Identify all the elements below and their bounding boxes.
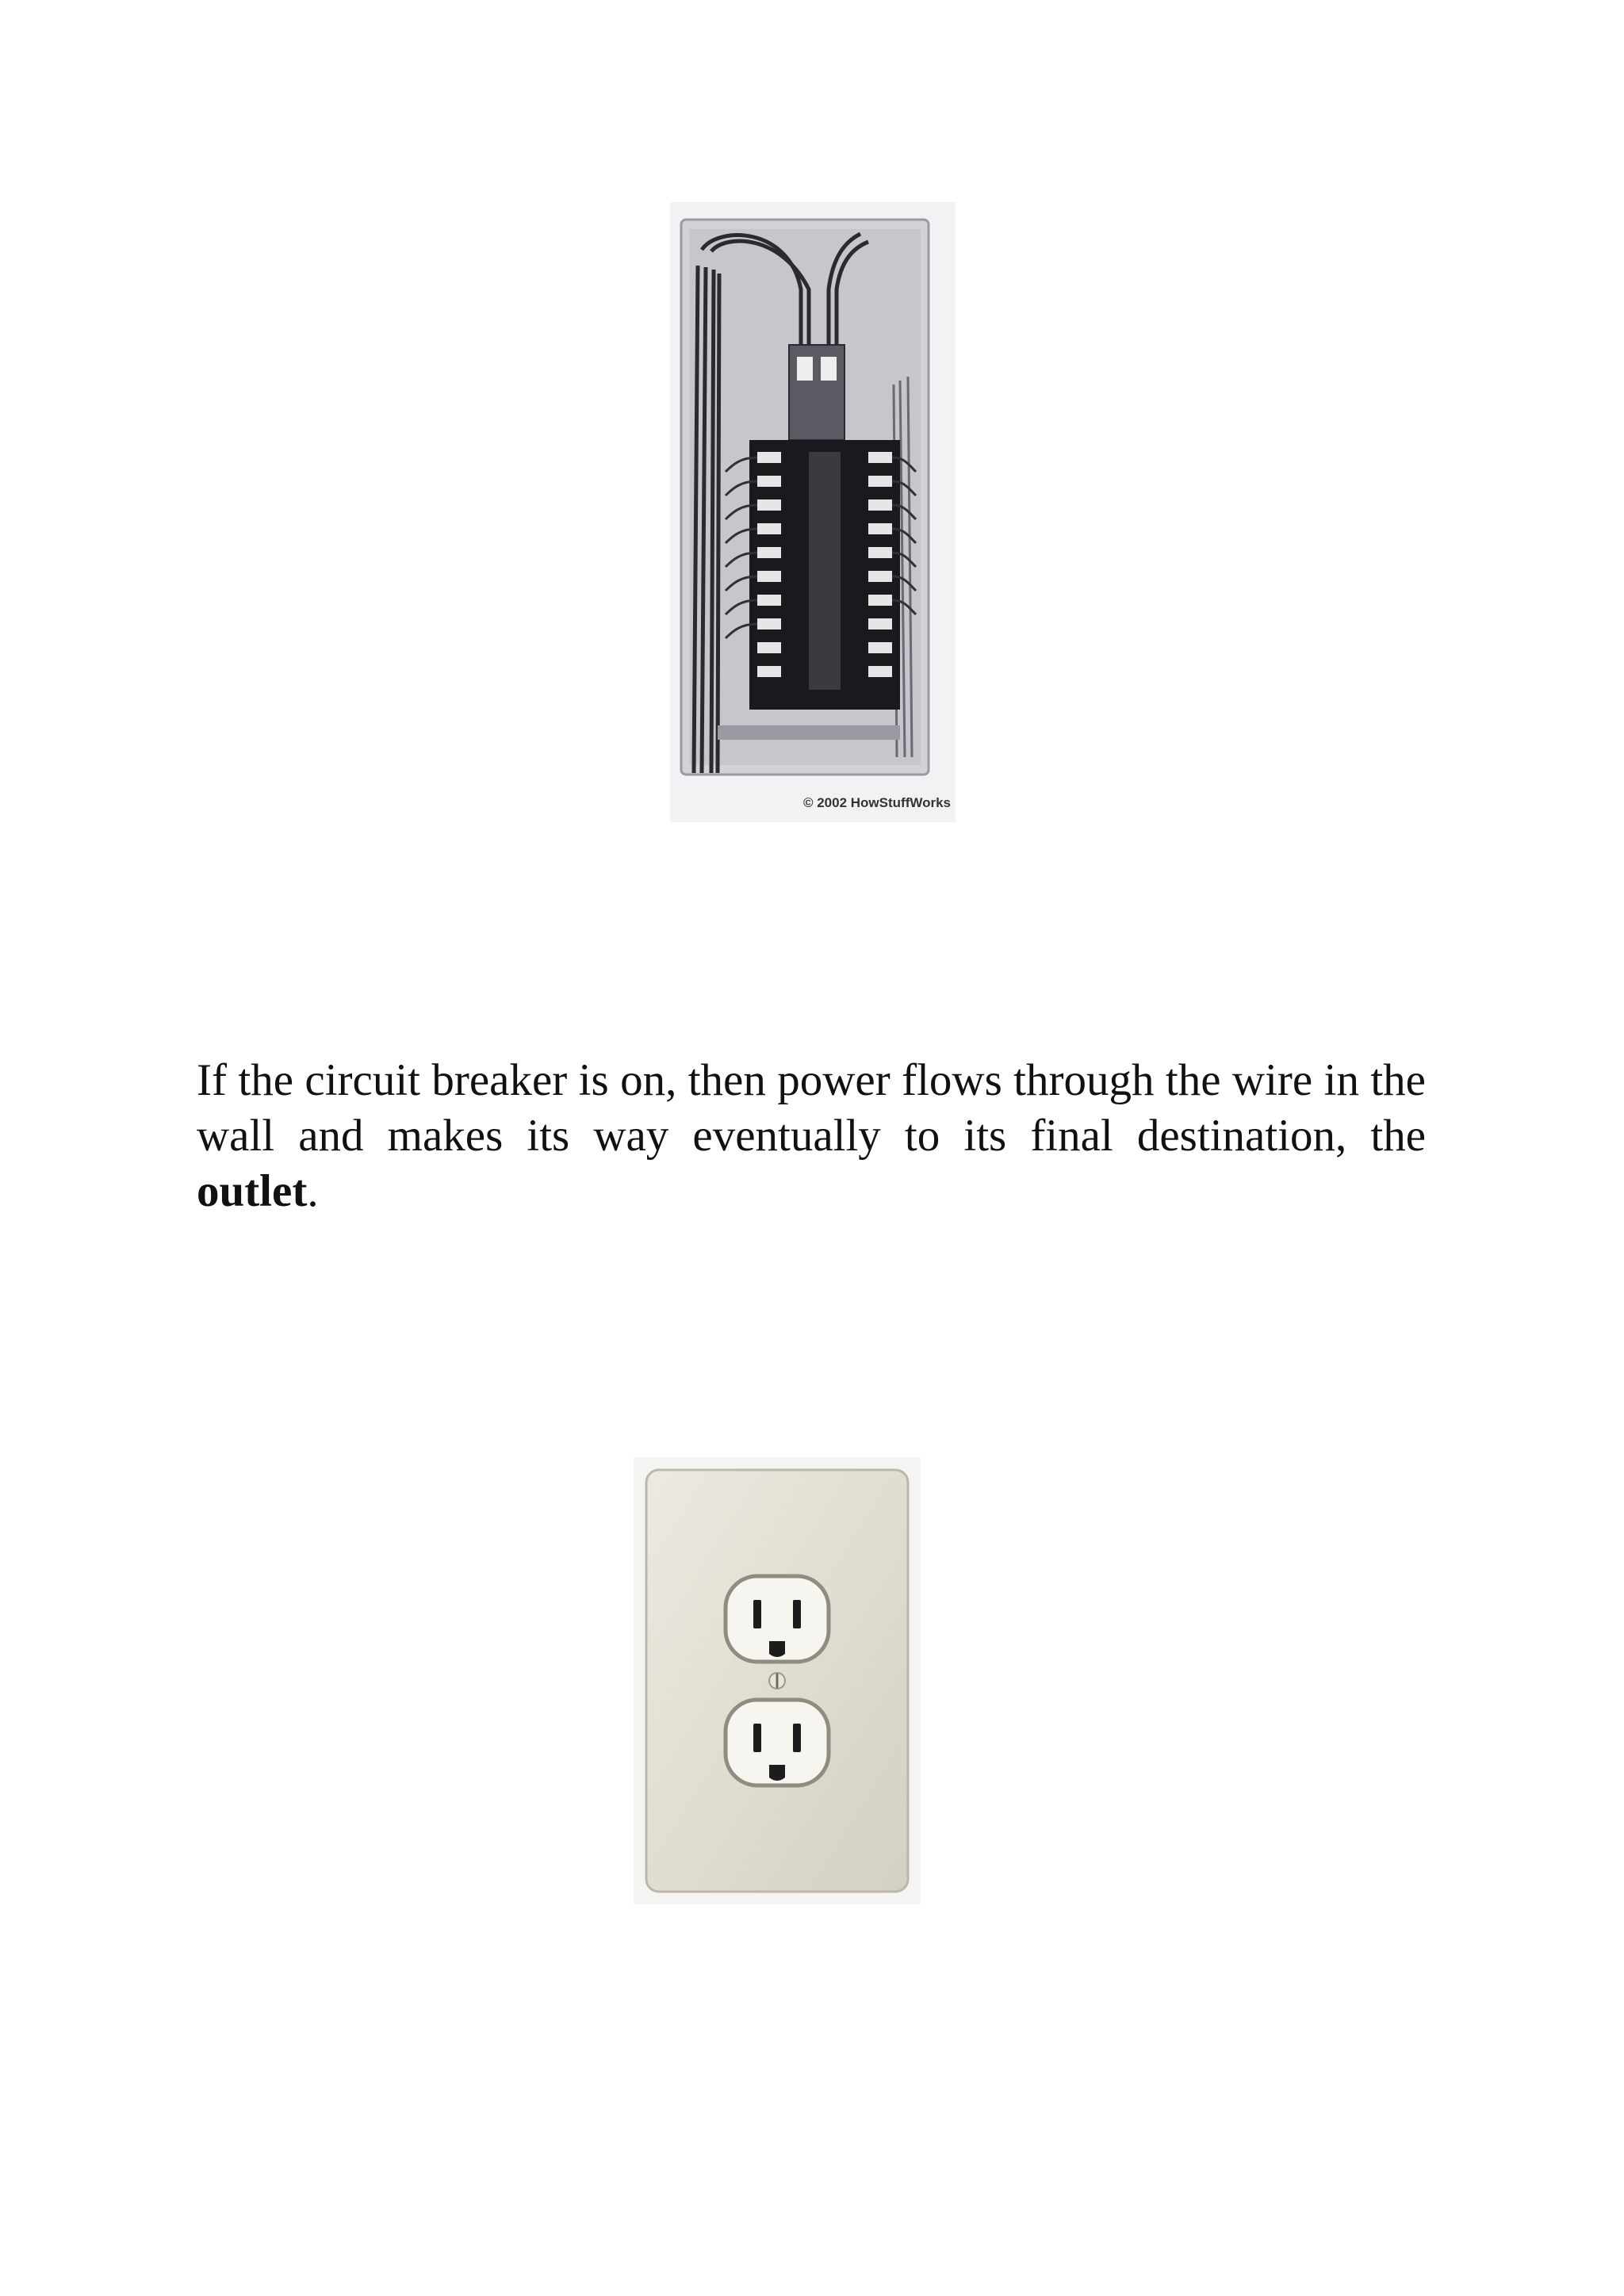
paragraph-emphasis: outlet (197, 1166, 308, 1216)
wall-outlet-icon (634, 1457, 921, 1904)
body-paragraph (197, 1053, 1426, 1219)
breaker-panel-figure (670, 202, 956, 822)
wall-outlet-figure (634, 1457, 921, 1904)
paragraph-text-end: . (307, 1166, 319, 1216)
breaker-panel-icon (670, 202, 956, 822)
paragraph-text: If the circuit breaker is on, then power flows through the wire in the wall and makes its way eventually to its final destination, the (197, 1055, 1426, 1161)
photo-credit: © 2002 HowStuffWorks (802, 795, 951, 810)
